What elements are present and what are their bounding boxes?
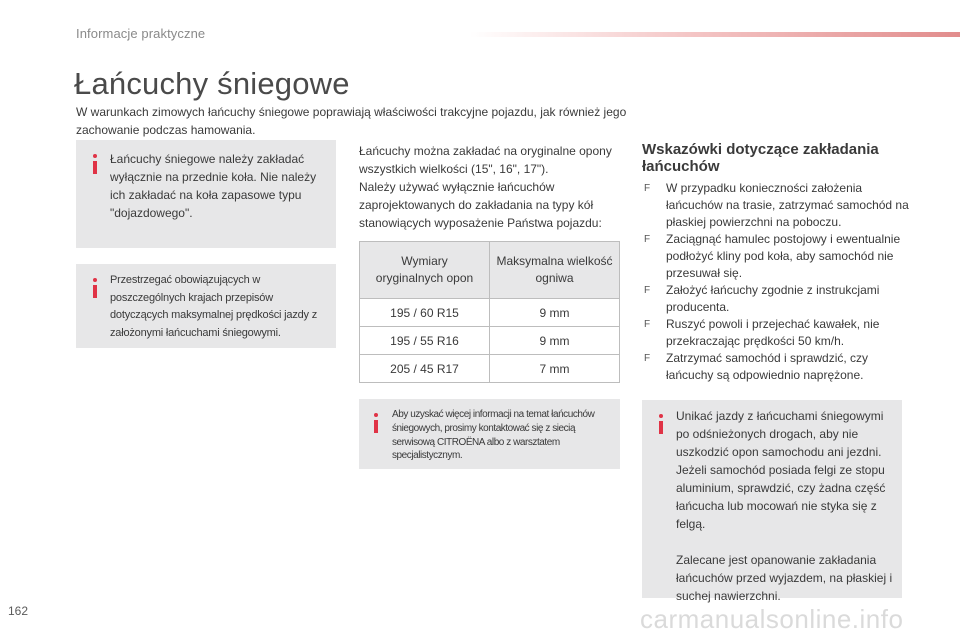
page-number: 162: [8, 604, 29, 618]
info-box-speed-regulations: [76, 264, 336, 348]
info-icon: [371, 413, 381, 435]
list-item: [644, 350, 914, 384]
chains-paragraph-usage: Należy używać wyłącznie łańcuchów zaprojektowanych do zakładania na typy kół stanowiących wyposażenie Państwa pojazdu:: [359, 180, 602, 230]
info-icon: [90, 278, 100, 300]
table-header-row: [360, 242, 620, 299]
table-row: [360, 299, 620, 327]
warning-box-text: [676, 407, 896, 605]
warning-paragraph-practice: Zalecane jest opanowanie zakładania łańcuchów przed wyjazdem, na płaskiej i suchej nawierzchni.: [676, 553, 893, 603]
tip-text: Ruszyć powoli i przejechać kawałek, nie przekraczając prędkości 50 km/h.: [666, 317, 880, 348]
warning-paragraph: Unikać jazdy z łańcuchami śniegowymi po odśnieżonych drogach, aby nie uszkodzić opon samochodu ani jezdni. Jeżeli samochód posiada felgi ze stopu aluminium, sprawdzić, czy żadna część łańcucha lub mocowań nie styka się z felgą.: [676, 409, 886, 531]
chains-paragraph-sizes: Łańcuchy można zakładać na oryginalne opony wszystkich wielkości (15", 16", 17").: [359, 144, 612, 176]
list-item: [644, 231, 914, 282]
list-item: [644, 180, 914, 231]
bullet-icon: F: [644, 285, 651, 296]
tips-heading: Wskazówki dotyczące zakładania łańcuchów: [642, 141, 879, 175]
list-item: [644, 282, 914, 316]
table-cell-tyre-size: 195 / 60 R15: [360, 299, 490, 327]
header-rule: [470, 32, 960, 37]
bullet-icon: F: [644, 319, 651, 330]
info-icon: [656, 414, 666, 436]
table-cell-max-link: 7 mm: [490, 355, 620, 383]
tyre-size-table: [359, 241, 620, 383]
table-row: [360, 327, 620, 355]
tip-text: Zaciągnąć hamulec postojowy i ewentualnie podłożyć kliny pod koła, aby samochód nie przesuwał się.: [666, 232, 901, 280]
info-box-front-wheels: [76, 140, 336, 248]
info-box-text: Aby uzyskać więcej informacji na temat łańcuchów śniegowych, prosimy kontaktować się z siecią serwisową CITROËNA albo z warsztatem specjalistycznym.: [392, 409, 595, 462]
table-header-max-link: Maksymalna wielkość ogniwa: [490, 242, 620, 299]
warning-box-cleared-roads: [642, 400, 902, 603]
tips-list: [644, 180, 914, 384]
watermark: carmanualsonline.info: [640, 604, 904, 634]
bullet-icon: F: [644, 183, 651, 194]
info-box-dealer-contact: [359, 399, 620, 469]
tip-text: W przypadku konieczności założenia łańcuchów na trasie, zatrzymać samochód na płaskiej powierzchni na poboczu.: [666, 181, 909, 229]
tip-text: Założyć łańcuchy zgodnie z instrukcjami producenta.: [666, 283, 880, 314]
bullet-icon: F: [644, 234, 651, 245]
info-box-text: Łańcuchy śniegowe należy zakładać wyłącznie na przednie koła. Nie należy ich zakładać na koła zapasowe typu "dojazdowego".: [110, 152, 317, 220]
table-header-tyre-size: Wymiary oryginalnych opon: [360, 242, 490, 299]
table-row: [360, 355, 620, 383]
page-title: Łańcuchy śniegowe: [74, 66, 350, 101]
bullet-icon: F: [644, 353, 651, 364]
info-box-text: Przestrzegać obowiązujących w poszczególnych krajach przepisów dotyczących maksymalnej prędkości jazdy z założonymi łańcuchami śniegowymi.: [110, 274, 317, 339]
table-cell-tyre-size: 195 / 55 R16: [360, 327, 490, 355]
info-icon: [90, 154, 100, 176]
table-cell-max-link: 9 mm: [490, 299, 620, 327]
section-header: Informacje praktyczne: [76, 26, 206, 41]
table-cell-max-link: 9 mm: [490, 327, 620, 355]
chains-description: [359, 142, 625, 232]
list-item: [644, 316, 914, 350]
table-cell-tyre-size: 205 / 45 R17: [360, 355, 490, 383]
tip-text: Zatrzymać samochód i sprawdzić, czy łańcuchy są odpowiednio naprężone.: [666, 351, 869, 382]
intro-paragraph: W warunkach zimowych łańcuchy śniegowe poprawiają właściwości trakcyjne pojazdu, jak również jego zachowanie podczas hamowania.: [76, 105, 627, 137]
